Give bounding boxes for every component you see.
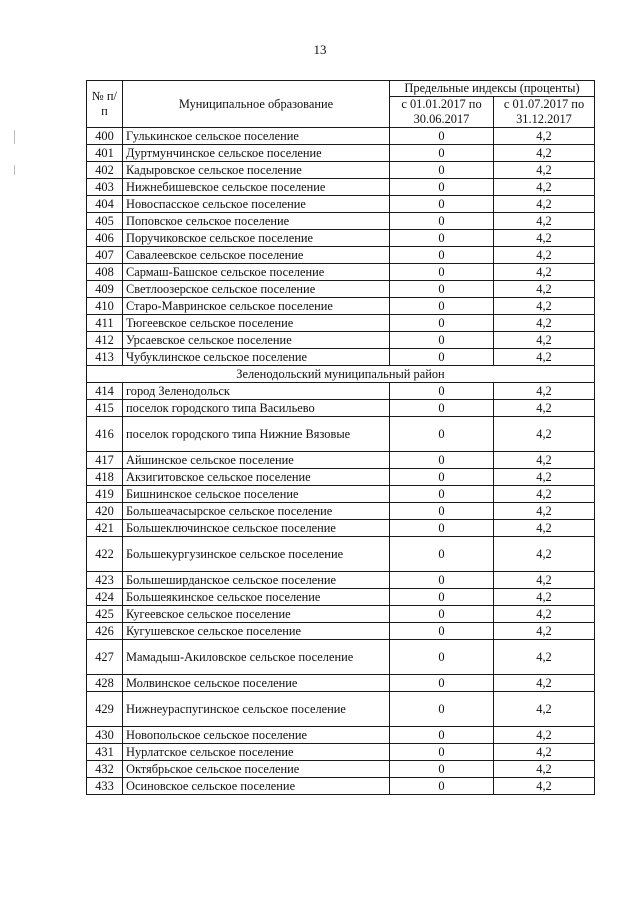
table-row [87,503,595,520]
row-number: 431 [87,744,123,761]
row-number: 428 [87,675,123,692]
row-number: 411 [87,315,123,332]
index-period-1: 0 [390,589,494,606]
row-number: 424 [87,589,123,606]
index-period-2: 4,2 [494,675,595,692]
index-period-1: 0 [390,503,494,520]
table-row [87,640,595,675]
index-period-2: 4,2 [494,400,595,417]
table-row [87,332,595,349]
table-row [87,589,595,606]
table-row [87,520,595,537]
row-number: 429 [87,692,123,727]
index-period-1: 0 [390,315,494,332]
index-period-2: 4,2 [494,640,595,675]
municipality-name: поселок городского типа Нижние Вязовые [123,417,390,452]
index-period-1: 0 [390,675,494,692]
index-period-2: 4,2 [494,606,595,623]
table-row [87,537,595,572]
index-period-2: 4,2 [494,452,595,469]
table-row [87,469,595,486]
table-row [87,196,595,213]
municipality-name: Старо-Мавринское сельское поселение [123,298,390,315]
row-number: 408 [87,264,123,281]
index-period-2: 4,2 [494,179,595,196]
header-period-1: с 01.01.2017 по 30.06.2017 [390,97,494,128]
index-period-2: 4,2 [494,778,595,795]
index-period-2: 4,2 [494,315,595,332]
index-period-1: 0 [390,486,494,503]
row-number: 413 [87,349,123,366]
index-period-1: 0 [390,281,494,298]
municipality-name: Поповское сельское поселение [123,213,390,230]
municipality-name: Светлоозерское сельское поселение [123,281,390,298]
row-number: 420 [87,503,123,520]
page-number: 13 [313,42,327,57]
municipality-name: Акзигитовское сельское поселение [123,469,390,486]
index-period-2: 4,2 [494,128,595,145]
table-row [87,264,595,281]
table-row [87,162,595,179]
index-period-1: 0 [390,213,494,230]
index-period-1: 0 [390,778,494,795]
row-number: 433 [87,778,123,795]
municipality-name: Октябрьское сельское поселение [123,761,390,778]
municipality-name: Большеякинское сельское поселение [123,589,390,606]
index-period-1: 0 [390,400,494,417]
index-period-2: 4,2 [494,744,595,761]
header-municipality: Муниципальное образование [123,81,390,128]
municipality-name: город Зеленодольск [123,383,390,400]
section-body [87,366,595,383]
index-period-2: 4,2 [494,692,595,727]
index-period-1: 0 [390,640,494,675]
row-number: 412 [87,332,123,349]
municipality-name: Кугушевское сельское поселение [123,623,390,640]
index-period-2: 4,2 [494,298,595,315]
municipality-name: Кугеевское сельское поселение [123,606,390,623]
municipality-name: Тюгеевское сельское поселение [123,315,390,332]
row-number: 421 [87,520,123,537]
row-number: 422 [87,537,123,572]
municipality-name: Кадыровское сельское поселение [123,162,390,179]
row-number: 415 [87,400,123,417]
municipality-name: Новоспасское сельское поселение [123,196,390,213]
row-number: 414 [87,383,123,400]
scan-artifact [14,165,15,175]
section-heading: Зеленодольский муниципальный район [87,366,595,383]
index-period-2: 4,2 [494,417,595,452]
index-period-1: 0 [390,128,494,145]
table-row [87,179,595,196]
index-period-2: 4,2 [494,727,595,744]
table-row [87,247,595,264]
index-period-1: 0 [390,452,494,469]
municipality-name: Гулькинское сельское поселение [123,128,390,145]
row-number: 406 [87,230,123,247]
municipality-name: Мамадыш-Акиловское сельское поселение [123,640,390,675]
municipality-name: Нижнебишевское сельское поселение [123,179,390,196]
index-period-1: 0 [390,606,494,623]
index-period-1: 0 [390,162,494,179]
index-period-1: 0 [390,692,494,727]
index-period-2: 4,2 [494,520,595,537]
municipality-name: Бишнинское сельское поселение [123,486,390,503]
row-number: 402 [87,162,123,179]
municipality-name: Савалеевское сельское поселение [123,247,390,264]
index-period-1: 0 [390,145,494,162]
municipality-name: Молвинское сельское поселение [123,675,390,692]
table-row [87,744,595,761]
municipality-name: Поручиковское сельское поселение [123,230,390,247]
table-row [87,281,595,298]
index-period-1: 0 [390,727,494,744]
table-row [87,400,595,417]
table-body-part-2 [87,383,595,795]
index-period-1: 0 [390,247,494,264]
index-period-1: 0 [390,761,494,778]
scan-artifact [14,130,15,144]
index-period-1: 0 [390,264,494,281]
table-row [87,623,595,640]
municipality-name: Большеширданское сельское поселение [123,572,390,589]
municipality-name: Дуртмунчинское сельское поселение [123,145,390,162]
table-row [87,692,595,727]
index-period-1: 0 [390,537,494,572]
row-number: 416 [87,417,123,452]
municipality-name: Большекургузинское сельское поселение [123,537,390,572]
index-period-1: 0 [390,196,494,213]
row-number: 407 [87,247,123,264]
index-period-1: 0 [390,179,494,196]
row-number: 426 [87,623,123,640]
index-period-2: 4,2 [494,503,595,520]
index-period-2: 4,2 [494,145,595,162]
index-period-2: 4,2 [494,213,595,230]
index-period-2: 4,2 [494,572,595,589]
table-row [87,761,595,778]
municipality-name: поселок городского типа Васильево [123,400,390,417]
table-row [87,383,595,400]
municipality-name: Большеключинское сельское поселение [123,520,390,537]
index-period-2: 4,2 [494,264,595,281]
index-period-2: 4,2 [494,623,595,640]
index-period-2: 4,2 [494,486,595,503]
index-period-2: 4,2 [494,281,595,298]
table-row [87,486,595,503]
table-row [87,727,595,744]
row-number: 403 [87,179,123,196]
index-period-1: 0 [390,623,494,640]
municipality-name: Сармаш-Башское сельское поселение [123,264,390,281]
index-period-1: 0 [390,383,494,400]
row-number: 401 [87,145,123,162]
table-row [87,298,595,315]
municipality-name: Нурлатское сельское поселение [123,744,390,761]
row-number: 430 [87,727,123,744]
municipality-name: Новопольское сельское поселение [123,727,390,744]
row-number: 423 [87,572,123,589]
index-period-1: 0 [390,744,494,761]
municipality-name: Айшинское сельское поселение [123,452,390,469]
index-period-2: 4,2 [494,332,595,349]
index-period-2: 4,2 [494,383,595,400]
header-number: № п/п [87,81,123,128]
municipality-name: Урсаевское сельское поселение [123,332,390,349]
row-number: 404 [87,196,123,213]
index-period-1: 0 [390,520,494,537]
indices-table [86,80,595,795]
table-row [87,230,595,247]
index-period-2: 4,2 [494,230,595,247]
row-number: 425 [87,606,123,623]
row-number: 409 [87,281,123,298]
row-number: 410 [87,298,123,315]
index-period-1: 0 [390,230,494,247]
header-indices-group: Предельные индексы (проценты) [390,81,595,97]
row-number: 418 [87,469,123,486]
table-row [87,675,595,692]
table-row [87,128,595,145]
row-number: 419 [87,486,123,503]
index-period-1: 0 [390,417,494,452]
municipality-name: Нижнеураспугинское сельское поселение [123,692,390,727]
index-period-1: 0 [390,572,494,589]
table-row [87,417,595,452]
index-period-2: 4,2 [494,589,595,606]
municipality-name: Большеачасырское сельское поселение [123,503,390,520]
row-number: 417 [87,452,123,469]
row-number: 400 [87,128,123,145]
municipality-name: Осиновское сельское поселение [123,778,390,795]
table-row [87,349,595,366]
row-number: 427 [87,640,123,675]
table-row [87,778,595,795]
municipality-name: Чубуклинское сельское поселение [123,349,390,366]
table-row [87,315,595,332]
table-row [87,572,595,589]
index-period-1: 0 [390,298,494,315]
index-period-2: 4,2 [494,196,595,213]
index-period-2: 4,2 [494,162,595,179]
table-row [87,213,595,230]
row-number: 405 [87,213,123,230]
table-body-part-1 [87,128,595,366]
index-period-2: 4,2 [494,247,595,264]
table-row [87,606,595,623]
table-row [87,145,595,162]
index-period-2: 4,2 [494,537,595,572]
index-period-1: 0 [390,332,494,349]
index-period-1: 0 [390,349,494,366]
index-period-2: 4,2 [494,349,595,366]
table-row [87,452,595,469]
row-number: 432 [87,761,123,778]
index-period-2: 4,2 [494,469,595,486]
index-period-2: 4,2 [494,761,595,778]
header-period-2: с 01.07.2017 по 31.12.2017 [494,97,595,128]
index-period-1: 0 [390,469,494,486]
